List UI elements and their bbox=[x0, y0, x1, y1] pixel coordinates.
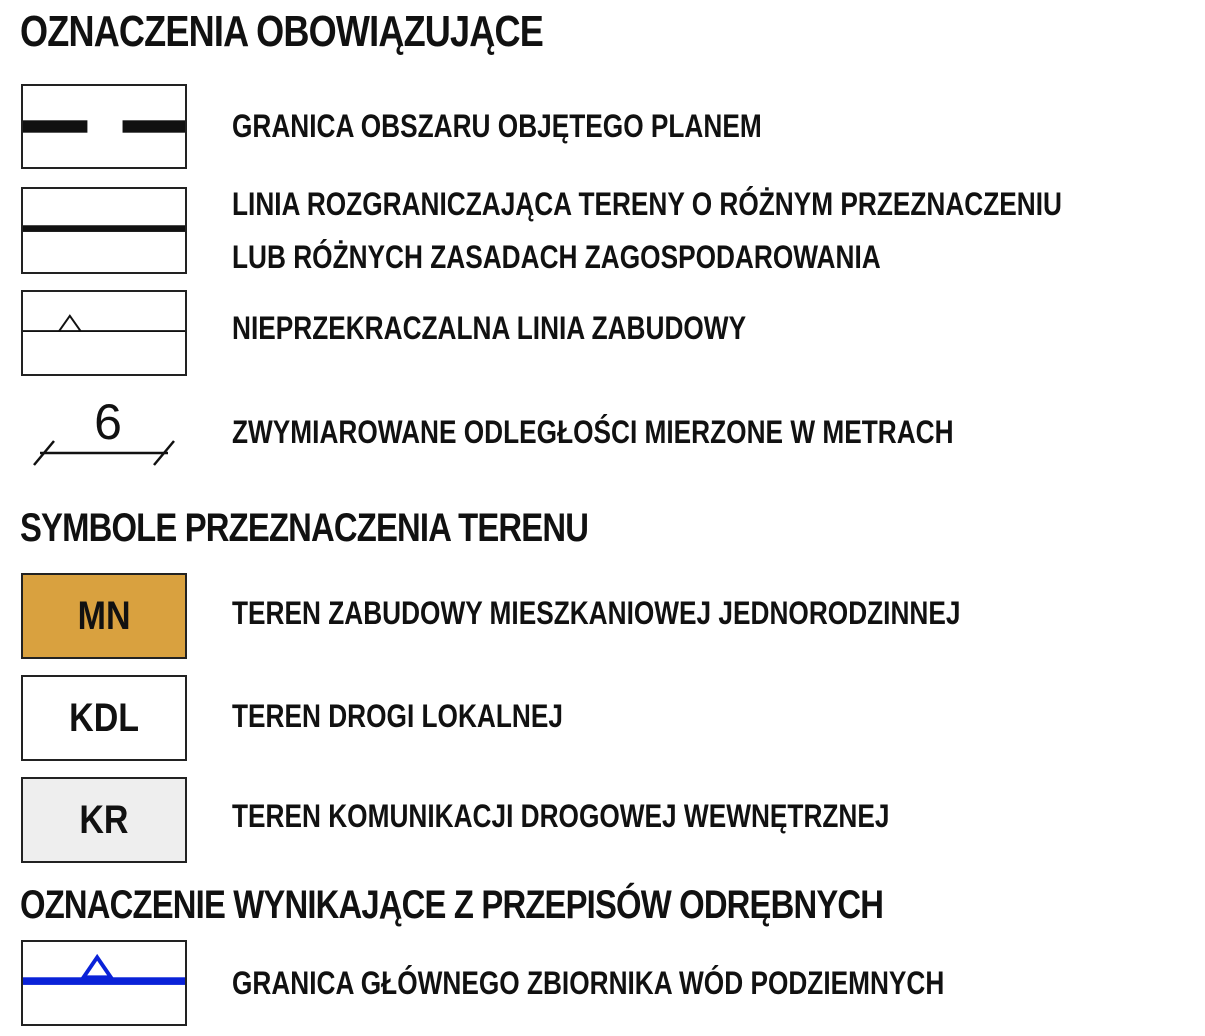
mn-code: MN bbox=[77, 594, 131, 638]
label-kr: TEREN KOMUNIKACJI DROGOWEJ WEWNĘTRZNEJ bbox=[232, 798, 890, 834]
mn-symbol-box bbox=[21, 573, 187, 659]
kr-symbol-box bbox=[21, 777, 187, 863]
building-line-triangle-icon bbox=[21, 290, 187, 376]
label-linia-rozgraniczajaca-1: LINIA ROZGRANICZAJĄCA TERENY O RÓŻNYM PRZEZNACZENIU bbox=[232, 186, 1062, 222]
kdl-code: KDL bbox=[69, 696, 139, 740]
heading-obowiazujace: OZNACZENIA OBOWIĄZUJĄCE bbox=[20, 7, 543, 56]
solid-dividing-line-icon bbox=[21, 187, 187, 274]
heading-symbole: SYMBOLE PRZEZNACZENIA TERENU bbox=[20, 506, 589, 550]
label-kdl: TEREN DROGI LOKALNEJ bbox=[232, 698, 563, 734]
kr-code: KR bbox=[79, 798, 129, 842]
dimension-arrow-icon bbox=[30, 395, 190, 475]
label-linia-rozgraniczajaca-2: LUB RÓŻNYCH ZASADACH ZAGOSPODAROWANIA bbox=[232, 239, 881, 275]
kdl-symbol-box bbox=[21, 675, 187, 761]
dimension-sample-value: 6 bbox=[94, 395, 122, 450]
dashed-boundary-line-icon bbox=[21, 84, 187, 169]
label-granica-planu: GRANICA OBSZARU OBJĘTEGO PLANEM bbox=[232, 108, 762, 144]
label-wymiary: ZWYMIAROWANE ODLEGŁOŚCI MIERZONE W METRACH bbox=[232, 414, 954, 450]
label-zbiornik: GRANICA GŁÓWNEGO ZBIORNIKA WÓD PODZIEMNYCH bbox=[232, 965, 945, 1001]
label-linia-zabudowy: NIEPRZEKRACZALNA LINIA ZABUDOWY bbox=[232, 310, 747, 346]
heading-odrebne: OZNACZENIE WYNIKAJĄCE Z PRZEPISÓW ODRĘBNYCH bbox=[20, 883, 884, 927]
groundwater-boundary-icon bbox=[21, 940, 187, 1026]
label-mn: TEREN ZABUDOWY MIESZKANIOWEJ JEDNORODZINNEJ bbox=[232, 595, 961, 631]
